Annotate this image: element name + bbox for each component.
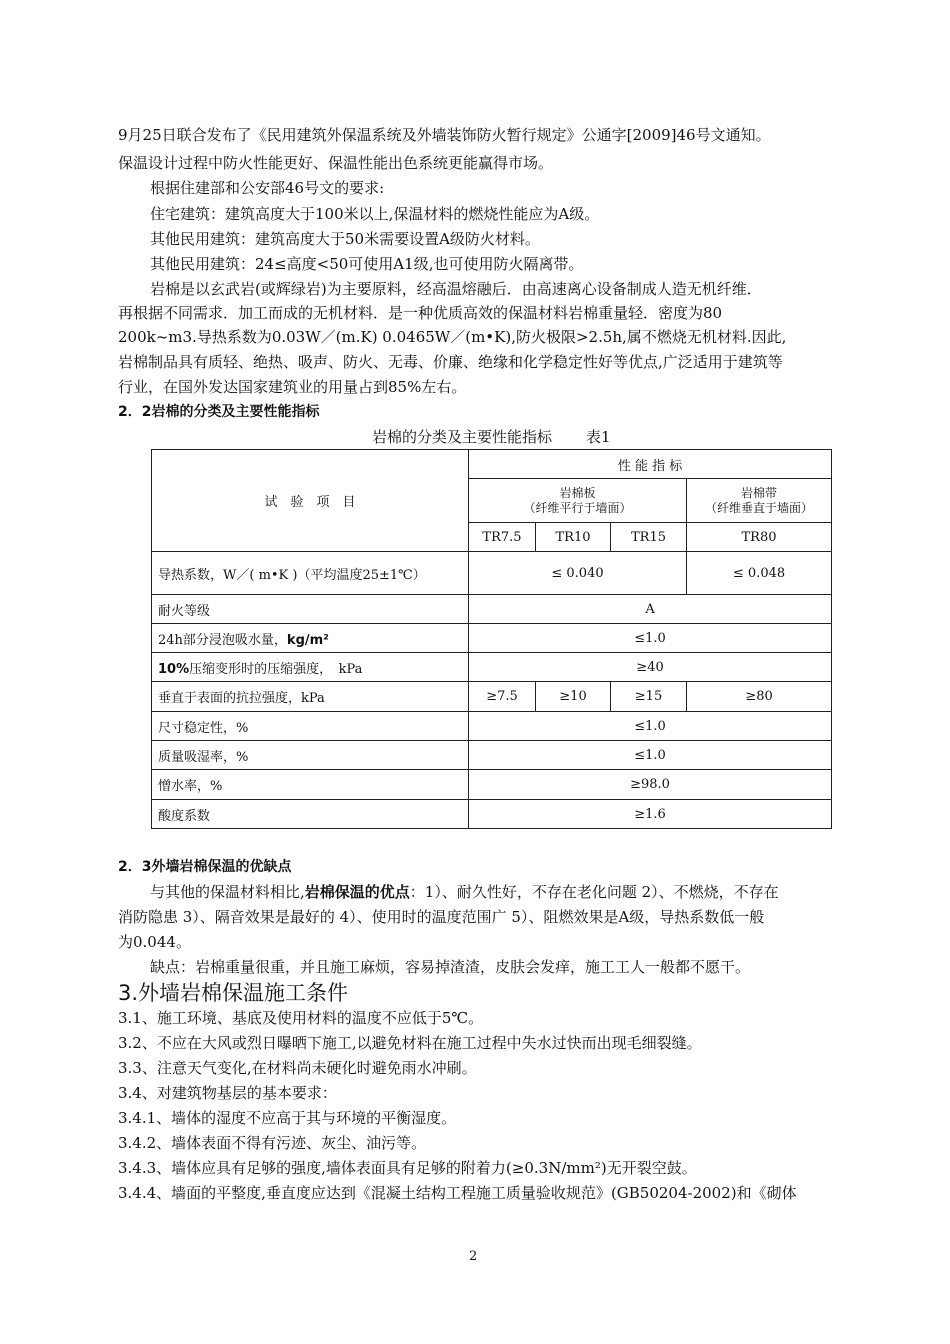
row-value-tr10: ≥10	[536, 682, 611, 712]
condition-item: 3.4.1、墙体的湿度不应高于其与环境的平衡湿度。	[118, 1109, 457, 1127]
table-row	[152, 800, 832, 829]
row-item: 质量吸湿率，%	[152, 741, 469, 770]
row-value-tr80: ≥80	[687, 682, 832, 712]
row-value: A	[469, 595, 832, 624]
intro-line-1: 9月25日联合发布了《民用建筑外保温系统及外墙装饰防火暂行规定》公通字[2009]46号文通知。	[118, 126, 771, 144]
row-value-tr15: ≥15	[611, 682, 687, 712]
table-row	[152, 682, 832, 712]
table-row	[152, 712, 832, 741]
intro-line-5: 其他民用建筑：建筑高度大于50米需要设置A级防火材料。	[150, 230, 540, 248]
board-note: （纤维平行于墙面）	[523, 500, 632, 515]
board-header	[469, 479, 687, 523]
advantages-line-1	[150, 883, 779, 901]
advantages-line-3: 为0.044。	[118, 933, 191, 951]
row-item: 酸度系数	[152, 800, 469, 829]
test-item-header: 试 验 项 目	[152, 450, 469, 552]
row-value: ≥40	[469, 653, 832, 682]
grade-tr15: TR15	[611, 523, 687, 552]
intro-line-10: 岩棉制品具有质轻、绝热、吸声、防火、无毒、价廉、绝缘和化学稳定性好等优点,广泛适用于建筑等	[118, 353, 783, 371]
table-caption-title: 岩棉的分类及主要性能指标	[372, 428, 553, 446]
strip-header	[687, 479, 832, 523]
intro-line-6: 其他民用建筑：24≤高度<50可使用A1级,也可使用防火隔离带。	[150, 255, 584, 273]
condition-item: 3.3、注意天气变化,在材料尚未硬化时避免雨水冲刷。	[118, 1059, 477, 1077]
strip-label: 岩棉带	[741, 485, 778, 500]
row-item-percent: 10%	[158, 661, 190, 677]
condition-item: 3.4.2、墙体表面不得有污迹、灰尘、油污等。	[118, 1134, 427, 1152]
row-item: 尺寸稳定性，%	[152, 712, 469, 741]
grade-tr10: TR10	[536, 523, 611, 552]
row-item-text: 24h部分浸泡吸水量，	[158, 632, 287, 648]
table-row	[152, 653, 832, 682]
condition-item: 3.1、施工环境、基底及使用材料的温度不应低于5℃。	[118, 1009, 484, 1027]
condition-item: 3.2、不应在大风或烈日曝晒下施工,以避免材料在施工过程中失水过快而出现毛细裂缝。	[118, 1034, 702, 1052]
row-value-board: ≤ 0.040	[469, 552, 687, 595]
intro-line-11: 行业，在国外发达国家建筑业的用量占到85%左右。	[118, 378, 467, 396]
row-value: ≤1.0	[469, 624, 832, 653]
table-row	[152, 595, 832, 624]
row-value: ≥1.6	[469, 800, 832, 829]
condition-item: 3.4.4、墙面的平整度,垂直度应达到《混凝土结构工程施工质量验收规范》(GB50204-2002)和《砌体	[118, 1184, 797, 1202]
strip-note: （纤维垂直于墙面）	[705, 500, 814, 515]
advantages-label: 岩棉保温的优点	[304, 883, 410, 901]
intro-line-7: 岩棉是以玄武岩(或辉绿岩)为主要原料，经高温熔融后．由高速离心设备制成人造无机纤维．	[150, 280, 762, 298]
condition-item: 3.4.3、墙体应具有足够的强度,墙体表面具有足够的附着力(≥0.3N/mm²)无开裂空鼓。	[118, 1159, 697, 1177]
table-row	[152, 770, 832, 800]
intro-line-4: 住宅建筑：建筑高度大于100米以上,保温材料的燃烧性能应为A级。	[150, 205, 600, 223]
rock-wool-spec-table	[151, 449, 832, 829]
board-label: 岩棉板	[559, 485, 596, 500]
performance-header: 性 能 指 标	[469, 450, 832, 479]
intro-line-2: 保温设计过程中防火性能更好、保温性能出色系统更能赢得市场。	[118, 154, 554, 172]
section-2-2-title: 2．2岩棉的分类及主要性能指标	[118, 404, 320, 420]
table-row	[152, 741, 832, 770]
table-row	[152, 552, 832, 595]
table-row	[152, 624, 832, 653]
intro-line-8: 再根据不同需求．加工而成的无机材料．是一种优质高效的保温材料岩棉重量轻．密度为80	[118, 304, 723, 322]
row-item	[152, 624, 469, 653]
row-item: 导热系数，W／( m•K )（平均温度25±1℃）	[152, 552, 469, 595]
row-value: ≥98.0	[469, 770, 832, 800]
table-caption-number: 表1	[586, 428, 611, 446]
page-number: 2	[469, 1249, 478, 1264]
table-caption	[372, 426, 611, 447]
advantages-list: ：1）、耐久性好，不存在老化问题 2）、不燃烧，不存在	[409, 883, 779, 901]
row-item: 憎水率，%	[152, 770, 469, 800]
row-item: 垂直于表面的抗拉强度，kPa	[152, 682, 469, 712]
row-item-unit: kg/m²	[286, 632, 329, 648]
grade-tr7-5: TR7.5	[469, 523, 536, 552]
row-value: ≤1.0	[469, 712, 832, 741]
row-value-strip: ≤ 0.048	[687, 552, 832, 595]
row-item	[152, 653, 469, 682]
row-item-text: 压缩变形时的压缩强度， kPa	[189, 661, 363, 677]
row-item: 耐火等级	[152, 595, 469, 624]
row-value-tr7-5: ≥7.5	[469, 682, 536, 712]
condition-item: 3.4、对建筑物基层的基本要求：	[118, 1084, 337, 1102]
section-3-title: 3.外墙岩棉保温施工条件	[118, 981, 349, 1005]
advantages-intro: 与其他的保温材料相比,	[150, 883, 305, 901]
row-value: ≤1.0	[469, 741, 832, 770]
section-2-3-title: 2．3外墙岩棉保温的优缺点	[118, 859, 292, 875]
grade-tr80: TR80	[687, 523, 832, 552]
intro-line-9: 200k~m3.导热系数为0.03W／(m.K) 0.0465W／(m•K),防火极限>2.5h,属不燃烧无机材料.因此,	[118, 328, 787, 346]
advantages-line-2: 消防隐患 3）、隔音效果是最好的 4）、使用时的温度范围广 5）、阻燃效果是A级，导热系数低一般	[118, 908, 765, 926]
disadvantages-line: 缺点：岩棉重量很重，并且施工麻烦，容易掉渣渣，皮肤会发痒，施工工人一般都不愿干。	[150, 958, 751, 976]
intro-line-3: 根据住建部和公安部46号文的要求:	[150, 179, 385, 197]
